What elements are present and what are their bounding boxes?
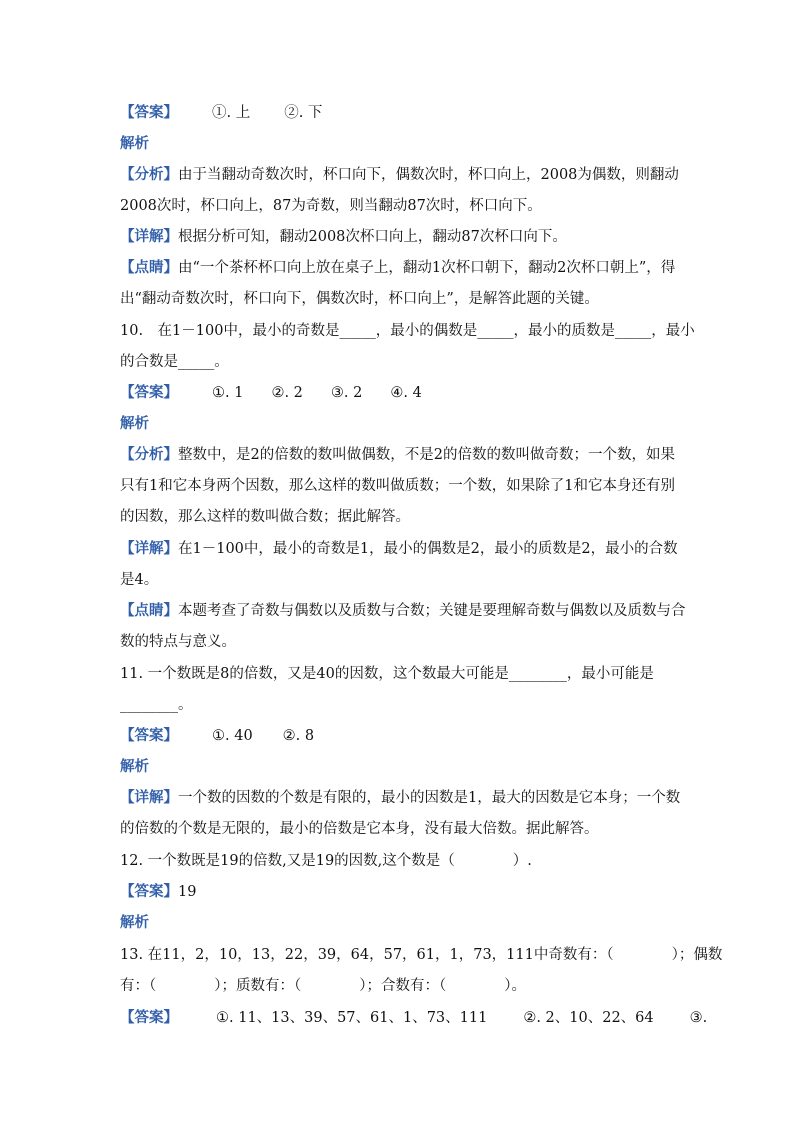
q11-explain-heading (120, 757, 149, 777)
analysis-text: 整数中，是2的倍数的数叫做偶数，不是2的倍数的数叫做奇数；一个数，如果 (178, 447, 675, 463)
explain-tag: 解析 (120, 415, 149, 432)
comment-text: 由“一个茶杯杯口向上放在桌子上，翻动1次杯口朝下，翻动2次杯口朝上”，得 (178, 260, 676, 276)
q10-answer-line (120, 383, 422, 403)
q10-question-line-2 (120, 352, 229, 372)
q11-question-line-1 (120, 664, 654, 684)
q10-analysis-line-1 (120, 445, 675, 465)
explain-tag: 解析 (120, 914, 149, 931)
answer-item: ①. 上 (212, 105, 251, 121)
q13-question-line-2 (120, 976, 526, 996)
question-text: 12. 一个数既是19的倍数,又是19的因数,这个数是（ ）. (120, 853, 532, 869)
question-text: 13. 在11，2，10，13，22，39，64，57，61，1，73，111中奇数有：（ ）；偶数 (120, 947, 723, 963)
analysis-tag: 【分析】 (120, 446, 178, 463)
detail-tag: 【详解】 (120, 228, 178, 245)
answer-item: ④. 4 (390, 385, 422, 401)
q10-question-line-1 (120, 321, 695, 341)
question-text: ________。 (120, 697, 193, 713)
q10-comment-line-2 (120, 632, 236, 652)
answer-tag: 【答案】 (120, 384, 178, 401)
detail-tag: 【详解】 (120, 789, 178, 806)
answer-item: ①. 40 (212, 728, 253, 744)
analysis-tag: 【分析】 (120, 166, 178, 183)
q10-analysis-line-3 (120, 507, 410, 527)
q9-answer-line (120, 103, 322, 123)
q12-answer-line (120, 882, 196, 902)
q10-detail-line-2 (120, 570, 158, 590)
question-text: 的合数是_____。 (120, 354, 229, 370)
q11-detail-line-2 (120, 819, 599, 839)
q9-comment-line-1 (120, 258, 675, 278)
q10-detail-line-1 (120, 539, 678, 559)
q13-question-line-1 (120, 945, 722, 965)
analysis-text: 由于当翻动奇数次时，杯口向下，偶数次时，杯口向上，2008为偶数，则翻动 (178, 167, 679, 183)
q11-question-line-2 (120, 695, 193, 715)
answer-item: ①. 1 (212, 385, 244, 401)
detail-tag: 【详解】 (120, 540, 178, 557)
answer-item: ②. 下 (284, 105, 323, 121)
detail-text: 是4。 (120, 572, 159, 588)
answer-item: 19 (178, 884, 197, 900)
analysis-text: 只有1和它本身两个因数，那么这样的数叫做质数；一个数，如果除了1和它本身还有别 (120, 478, 675, 494)
detail-text: 根据分析可知，翻动2008次杯口向上，翻动87次杯口向下。 (178, 229, 567, 245)
comment-text: 数的特点与意义。 (120, 634, 236, 650)
detail-text: 在1－100中，最小的奇数是1，最小的偶数是2，最小的质数是2，最小的合数 (178, 541, 678, 557)
q11-detail-line-1 (120, 788, 680, 808)
question-text: 10. 在1－100中，最小的奇数是_____，最小的偶数是_____，最小的质数是_____，最小 (120, 323, 695, 339)
answer-tag: 【答案】 (120, 883, 178, 900)
explain-tag: 解析 (120, 135, 149, 152)
q11-answer-line (120, 726, 314, 746)
answer-item: ②. 2、10、22、64 (523, 1010, 654, 1026)
answer-item: ③. 2 (330, 385, 363, 401)
answer-item: ②. 8 (282, 728, 315, 744)
comment-tag: 【点睛】 (120, 602, 178, 619)
question-text: 有：（ ）；质数有：（ ）；合数有：（ ）。 (120, 978, 526, 994)
answer-item: ③. (689, 1010, 708, 1026)
q12-question-line (120, 851, 532, 871)
q10-explain-heading (120, 414, 149, 434)
answer-tag: 【答案】 (120, 1009, 178, 1026)
question-text: 11. 一个数既是8的倍数，又是40的因数，这个数最大可能是________，最小可能是 (120, 666, 654, 682)
q9-analysis-line-2 (120, 196, 542, 216)
q9-detail-line (120, 227, 567, 247)
comment-text: 本题考查了奇数与偶数以及质数与合数；关键是要理解奇数与偶数以及质数与合 (178, 603, 686, 619)
q13-answer-line (120, 1008, 707, 1028)
comment-tag: 【点睛】 (120, 259, 178, 276)
answer-tag: 【答案】 (120, 104, 178, 121)
analysis-text: 的因数，那么这样的数叫做合数；据此解答。 (120, 509, 410, 525)
comment-text: 出“翻动奇数次时，杯口向下，偶数次时，杯口向上”，是解答此题的关键。 (120, 291, 599, 307)
q10-analysis-line-2 (120, 476, 675, 496)
answer-item: ①. 11、13、39、57、61、1、73、111 (216, 1010, 488, 1026)
q9-comment-line-2 (120, 289, 599, 309)
answer-item: ②. 2 (271, 385, 303, 401)
detail-text: 的倍数的个数是无限的，最小的倍数是它本身，没有最大倍数。据此解答。 (120, 821, 599, 837)
detail-text: 一个数的因数的个数是有限的，最小的因数是1，最大的因数是它本身；一个数 (178, 790, 681, 806)
q9-analysis-line-1 (120, 165, 679, 185)
q9-explain-heading (120, 134, 149, 154)
answer-tag: 【答案】 (120, 727, 178, 744)
explain-tag: 解析 (120, 758, 149, 775)
q10-comment-line-1 (120, 601, 686, 621)
q12-explain-heading (120, 913, 149, 933)
analysis-text: 2008次时，杯口向上，87为奇数，则当翻动87次时，杯口向下。 (120, 198, 542, 214)
